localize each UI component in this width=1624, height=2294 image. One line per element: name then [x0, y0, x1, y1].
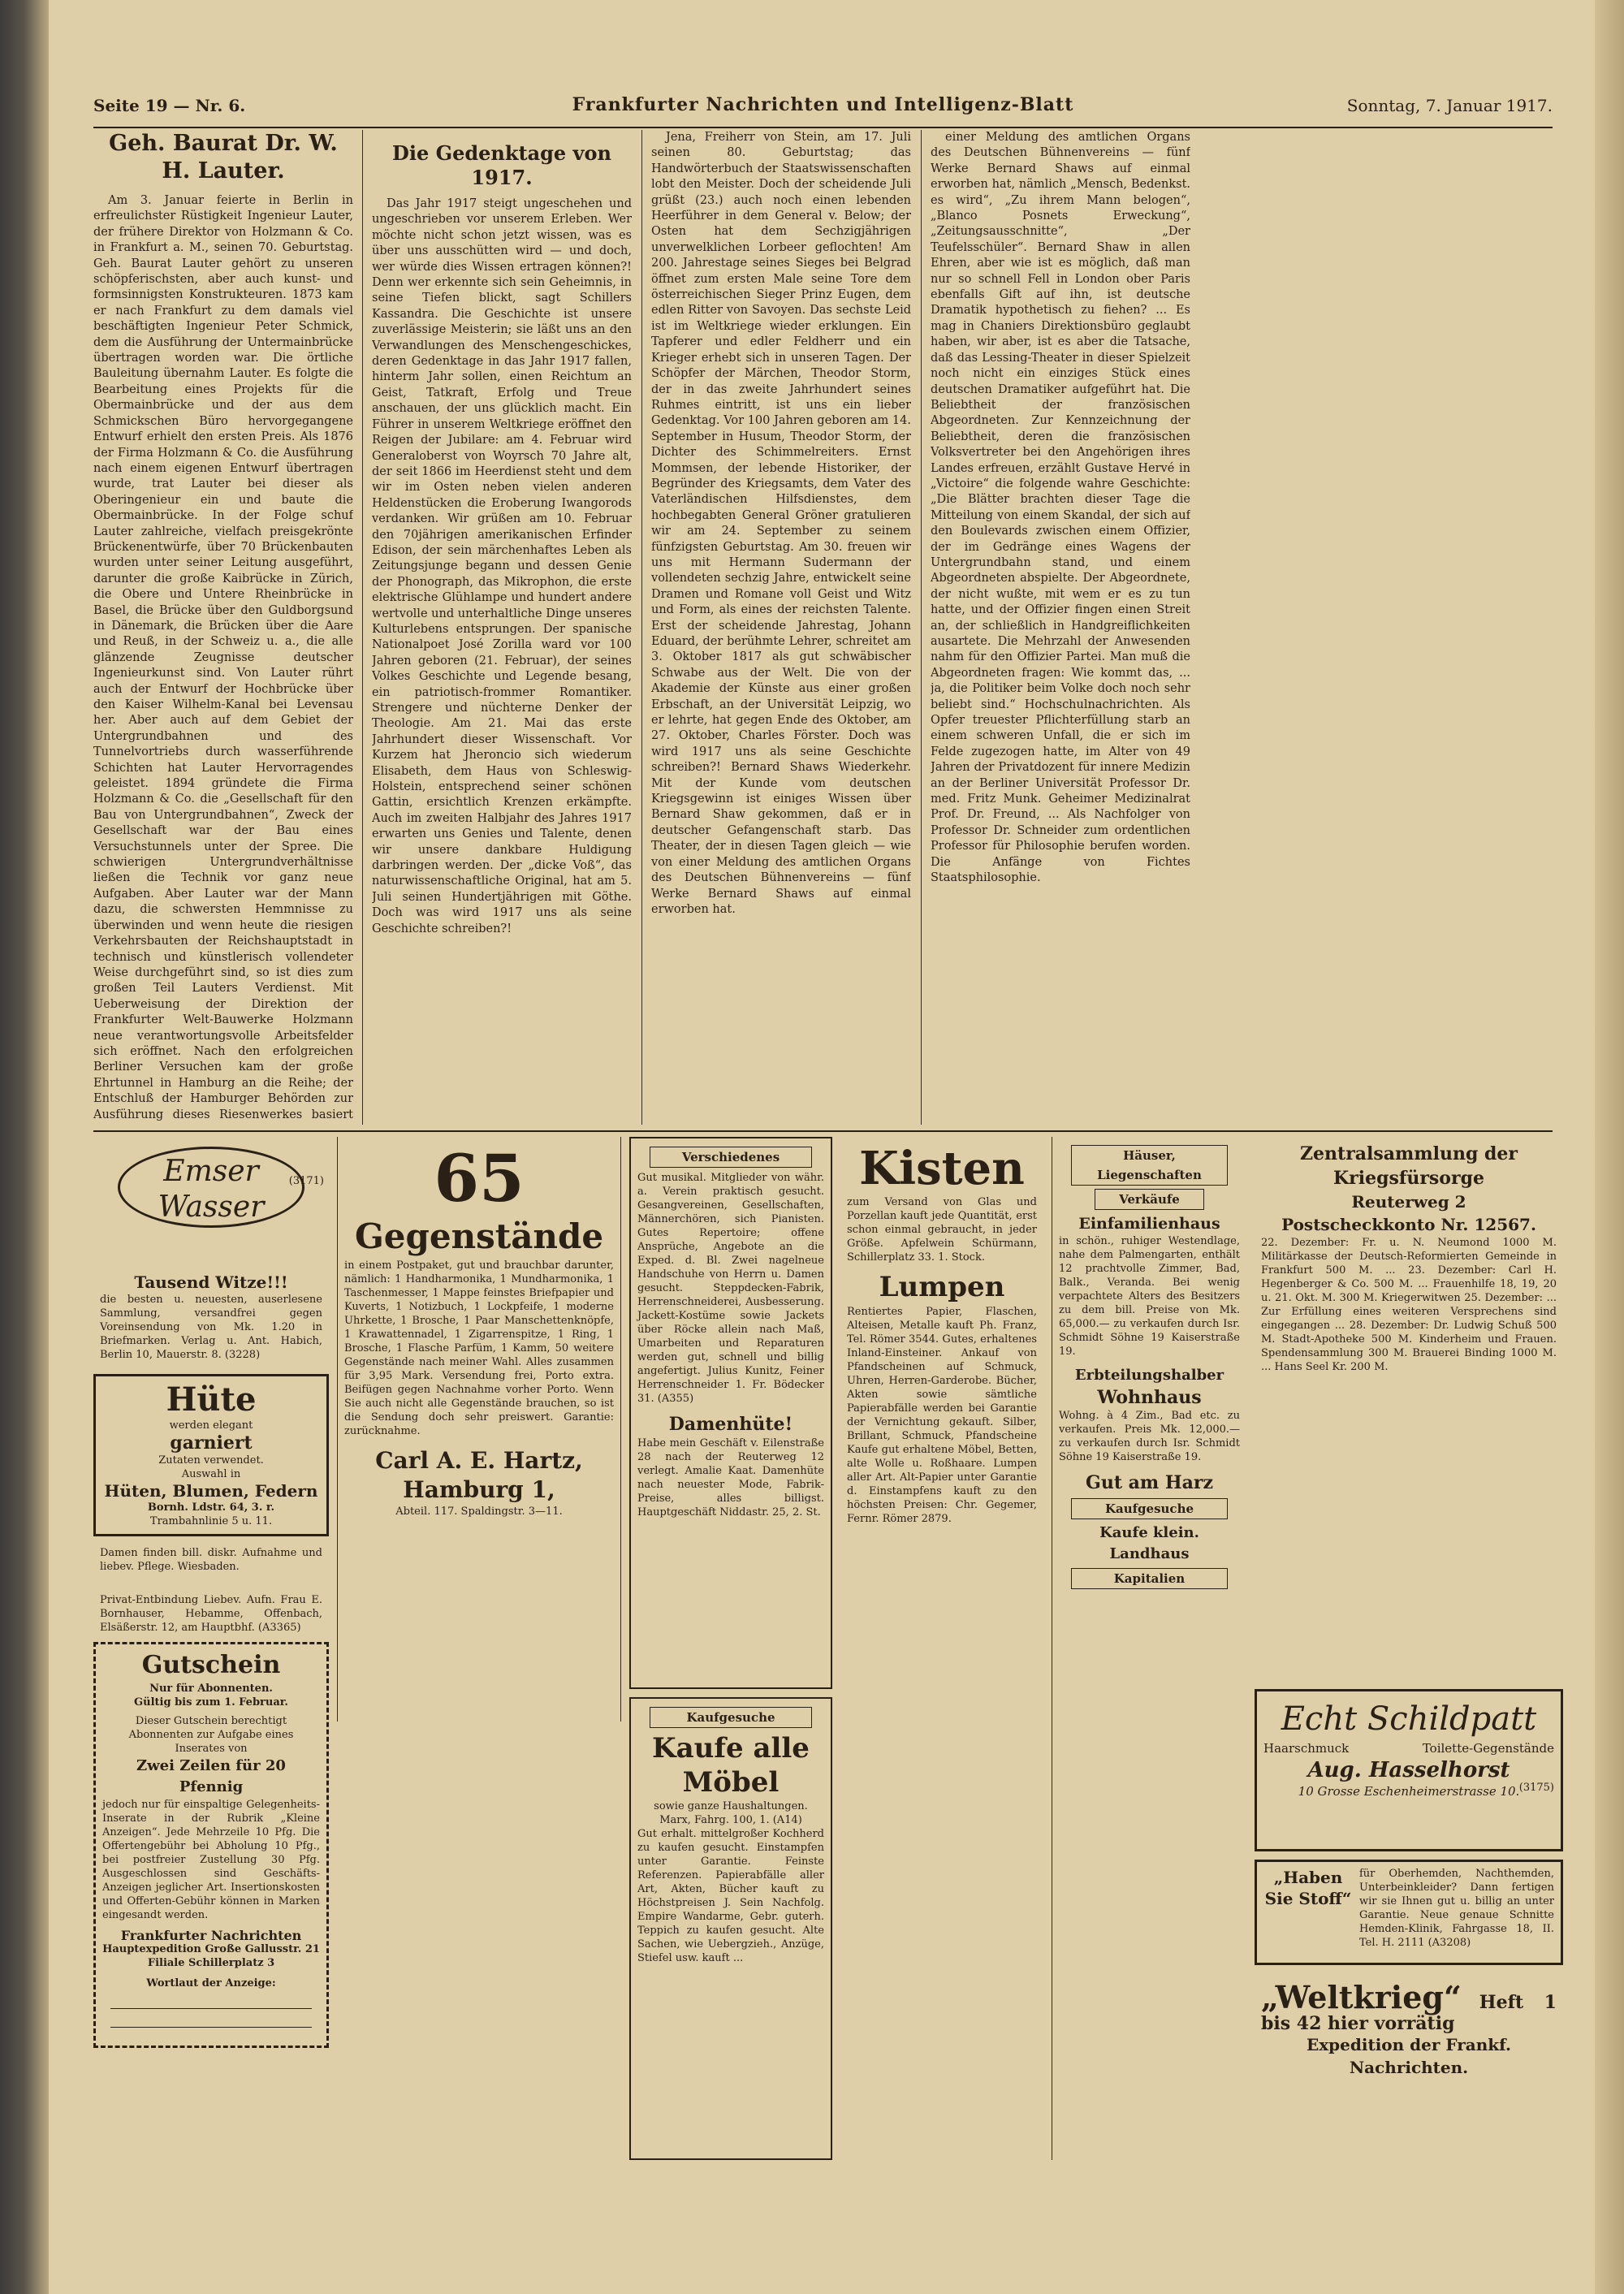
ad-kaufgesuche: [629, 1697, 832, 2160]
ad-line: Nur für Abonnenten.: [149, 1683, 273, 1695]
article-column-4: [931, 130, 1190, 1121]
ad-title: Gut am Harz: [1086, 1472, 1213, 1493]
ad-firm: Aug. Hasselhorst: [1307, 1758, 1510, 1782]
page-edge: [1595, 0, 1624, 2294]
column-rule: [641, 130, 642, 1125]
article-text: Das Jahr 1917 steigt ungeschehen und ungeschrieben vor unserem Erleben. Wer möchte nicht schon jetzt wissen, was es über uns ausschütten wird — und doch, wer würde dies Wissen ertragen können?! Denn wer erkennte sich sein Geheimnis, in seine Tiefen blickt, sagt Schillers Kassandra. Die Geschichte ist unsere zuverlässige Meisterin; sie läßt uns an den Verwandlungen des Menschengeschickes, deren Gedenktage in das Jahr 1917 fallen, hinterm Jahr sollen, einen Reichtum an Geist, Tatkraft, Erfolg und Treue anschauen, der uns glücklich macht. Ein Führer in unserem Weltkriege eröffnet den Reigen der Jubilare: am 4. Februar wird Generaloberst von Woyrsch 70 Jahre alt, der seit 1866 im Heerdienst steht und dem wir im Osten neben vielen anderen Heldenstücken die Eroberung Iwangorods verdanken. Wir grüßen am 10. Februar den 70jährigen amerikanischen Erfinder Edison, der sein märchenhaftes Leben als Zeitungsjunge begann und dessen Genie der Phonograph, das Mikrophon, die erste elektrische Glühlampe und hundert andere wertvolle und unterhaltliche Dinge unseres Kulturlebens entsprungen. Der spanische Nationalpoet José Zorilla ward vor 100 Jahren geboren (21. Februar), der seines Volkes Geschichte und Legende besang, ein patriotisch-frommer Romantiker. Strengere und nüchterne Denker der Theologie. Am 21. Mai das erste Jahrhundert dieser Wissenschaft. Vor Kurzem hat Jheroncio sich wiederum Elisabeth, dem Haus von Schleswig-Holstein, entsprechend seiner schönen Gattin, ersichtlich Krenzen erkämpfte. Auch im zweiten Halbjahr des Jahres 1917 erwarten uns Genies und Talente, denen wir unsere dankbare Huldigung darbringen werden. Der „dicke Voß“, das naturwissenschaftliche Original, hat am 5. Juli seinen Hundertjährigen mit Göthe. Doch was wird 1917 uns als seine Geschichte schreiben?!: [372, 197, 632, 935]
ad-text: Gut erhalt. mittelgroßer Kochherd zu kaufen gesucht. Einstampfen unter Garantie. Feinste Referenzen. Papierabfälle aller Art, Akten, Bücher kauft zu Höchstpreisen J. Sein Nachfolg. Empire Wandarme, Gebr. guterh. Teppich zu kaufen gesucht. Alte Sachen, wie Uebergzieh., Anzüge, Stiefel usw. kauft ...: [637, 1828, 824, 1964]
ad-text: Wohng. à 4 Zim., Bad etc. zu verkaufen. Preis Mk. 12,000.— zu verkaufen durch Isr. Schmidt Söhne 19 Kaiserstraße 19.: [1059, 1410, 1240, 1463]
ad-section-head: Kapitalien: [1071, 1568, 1229, 1589]
ad-line: garniert: [170, 1432, 253, 1454]
article-gedenktage: [372, 130, 632, 1121]
ad-gegenstaende: [337, 1137, 621, 1722]
ad-verschiedenes: [629, 1137, 832, 1689]
ad-title: Kaufe alle Möbel: [652, 1732, 810, 1799]
ad-text: 22. Dezember: Fr. u. N. Neumond 1000 M. Militärkasse der Deutsch-Reformierten Gemeinde in Frankfurt 500 M. ... 23. Dezember: Carl H. Hegenberger & Co. 500 M. ... Frauenhilfe 18, 19, 20 u. 21. Okt. M. 300 M. Kriegerwitwen 25. Dezember: ... Zur Erfüllung eines weiteren Versprechens sind eingegangen ... 28. Dezember: Dr. Ludwig Schuß 500 M. Stadt-Apotheke 500 M. Kinderheim und Frauen. Spendensammlung 300 M. Brauerei Binding 1000 M. ... Hans Seel Kr. 200 M.: [1261, 1237, 1557, 1373]
ad-title: Gegenstände: [354, 1216, 604, 1256]
ad-left: Haarschmuck: [1263, 1741, 1350, 1756]
ad-line: Trambahnlinie 5 u. 11.: [149, 1515, 273, 1527]
header-rule: [93, 127, 1553, 128]
form-line[interactable]: [110, 1990, 312, 2009]
ad-weltkrieg: [1255, 1973, 1563, 2079]
article-text: einer Meldung des amtlichen Organs des Deutschen Bühnenvereins — fünf Werke Bernard Shaws auf einmal erworben hat, nämlich „Mensch, Bedenkst. es wird“, „Zu ihrem Mann belogen“, „Blanco Posnets Erweckung“, „Zeitungsausschnitte“, „Der Teufelsschüler“. Bernard Shaw in allen Ehren, aber wie ist es möglich, daß man nur so schnell Fell in London ober Paris ebenfalls Gift auf ihn, ist deutsche Dramatik hypothetisch zu fiehen? ... Es mag in Chaniers Direktionsbüro geglaubt haben, wir aber, ist es aber die Tatsache, daß das Lessing-Theater in dieser Spielzeit noch nicht ein einziges Stück eines deutschen Dramatiker aufgeführt hat. Die Beliebtheit der französischen Abgeordneten. Zur Kennzeichnung der Beliebtheit, deren die französischen Volksvertreter bei den Angehörigen ihres Landes erfreuen, erzählt Gustave Hervé in „Victoire“ die folgende wahre Geschichte: „Die Blätter brachten dieser Tage die Mitteilung von einem Skandal, der sich auf den Boulevards zwischen einem Offizier, der im Gedränge eines Wagens der Untergrundbahn stand, und einem Abgeordneten abspielte. Der Abgeordnete, der nicht wußte, mit wem er es zu tun hatte, und der Offizier fingen einen Streit an, der schließlich in Handgreiflichkeiten ausartete. Die Mehrzahl der Anwesenden nahm für den Offizier Partei. Man muß die Abgeordneten fragen: Wie kommt das, ... ja, die Politiker beim Volke doch noch sehr beliebt sind.“ Hochschulnachrichten. Als Opfer treuester Pflichterfüllung starb an einem schweren Unfall, die er sich im Felde zugezogen hatte, im Alter von 49 Jahren der Privatdozent für innere Medizin an der Berliner Universität Professor Dr. med. Fritz Munk. Geheimer Medizinalrat Prof. Dr. Freund, ... Als Nachfolger von Professor Dr. Schneider zum ordentlichen Professor für Philosophie berufen worden. Die Anfänge von Fichtes Staatsphilosophie.: [931, 131, 1190, 885]
ad-text: Privat-Entbindung Liebev. Aufn. Frau E. Bornhauser, Hebamme, Offenbach, Elsäßerstr. 12, am Hauptbhf. (A3365): [100, 1594, 322, 1634]
ad-line: Bornh. Ldstr. 64, 3. r.: [147, 1501, 275, 1514]
ad-line: Abteil. 117. Spaldingstr. 3—11.: [395, 1506, 563, 1518]
ad-text: Rentiertes Papier, Flaschen, Alteisen, Metalle kauft Ph. Franz, Tel. Römer 3544. Gutes, erhaltenes Inland-Einsteiner. Ankauf von Pfandscheinen auf Schmuck, Uhren, Herren-Garderobe. Bücher, Akten sowie sämtliche Papierabfälle werden bei Garantie der Vernichtung gekauft. Silber, Brillant, Schmuck, Pfandscheine Kaufe gut erhaltene Möbel, Betten, alte Wolle u. Roßhaare. Lumpen aller Art. Alt-Papier unter Garantie d. Einstampfens kauft zu den höchsten Preisen: Chr. Gegemer, Fernr. Römer 2879.: [847, 1306, 1037, 1525]
ad-text: Heft 1 bis 42 hier vorrätig: [1261, 1992, 1557, 2034]
ad-title: Wohnhaus: [1097, 1387, 1202, 1408]
ad-kisten: [840, 1137, 1043, 2160]
ad-title: „Haben Sie Stoff“: [1264, 1868, 1352, 1908]
ad-damen: [93, 1541, 329, 1587]
ad-address: Reuterweg 2: [1351, 1192, 1466, 1212]
ad-text: für Oberhemden, Nachthemden, Unterbeinkleider? Dann fertigen wir sie Ihnen gut u. billig an unter Garantie. Neue genaue Schnitte Hemden-Klinik, Fahrgasse 18, II. Tel. H. 2111 (A3208): [1359, 1868, 1554, 1949]
ad-line: Gültig bis zum 1. Februar.: [134, 1696, 288, 1709]
ad-line: Hauptexpedition Große Gallusstr. 21: [102, 1943, 320, 1955]
ad-text: Habe mein Geschäft v. Eilenstraße 28 nach der Reuterweg 12 verlegt. Amalie Kaat. Damenhüte nach neuester Mode, Fabrik-Preise, alles billigst. Hauptgeschäft Niddastr. 25, 2. St.: [637, 1437, 824, 1519]
form-line[interactable]: [110, 2028, 312, 2046]
page-number: Seite 19 — Nr. 6.: [93, 96, 246, 115]
ad-section-head: Verschiedenes: [650, 1147, 812, 1168]
ad-line: Expedition der Frankf. Nachrichten.: [1307, 2035, 1511, 2077]
ad-title: Echt Schildpatt: [1281, 1700, 1537, 1738]
ad-section-head: Kaufgesuche: [650, 1707, 812, 1728]
ad-right: Toilette-Gegenstände: [1422, 1741, 1554, 1756]
ad-text: in schön., ruhiger Westendlage, nahe dem Palmengarten, enthält 12 prachtvolle Zimmer, Bad, Balk., Veranda. Bei wenig verpachtete Alters des Besitzers zu dem bill. Preise von Mk. 65,000.— zu verkaufen durch Isr. Schmidt Söhne 19 Kaiserstraße 19.: [1059, 1235, 1240, 1358]
ad-address: 10 Grosse Eschenheimerstrasse 10.: [1298, 1784, 1520, 1799]
ad-text: zum Versand von Glas und Porzellan kauft jede Quantität, erst schon einmal gebraucht, in jeder Größe. Apfelwein Schürmann, Schillerplatz 33. 1. Stock.: [847, 1196, 1037, 1264]
ad-text: die besten u. neuesten, auserlesene Sammlung, versandfrei gegen Voreinsendung von Mk. 1.20 in Briefmarken. Verlag u. Ant. Habich, Berlin 10, Mauerstr. 8. (3228): [100, 1294, 322, 1361]
article-title: Die Gedenktage von 1917.: [392, 141, 611, 189]
ad-firm: Carl A. E. Hartz, Hamburg 1,: [375, 1447, 583, 1503]
ad-kriegsfuersorge: [1255, 1137, 1563, 1681]
ad-title: Zentralsammlung der Kriegsfürsorge: [1300, 1143, 1518, 1189]
ad-text: jedoch nur für einspaltige Gelegenheits-Inserate in der Rubrik „Kleine Anzeigen“. Jede Mehrzeile 10 Pfg. Die Offertengebühr bei Abholung 10 Pfg., bei postfreier Zustellung 30 Pfg. Ausgeschlossen sind Geschäfts-Anzeigen jeglicher Art. Insertionskosten und Offerten-Gebühr können in Marken eingesandt werden.: [102, 1799, 320, 1921]
ad-huete: [93, 1374, 329, 1536]
column-rule: [362, 130, 363, 1125]
ad-title: Tausend Witze!!!: [134, 1272, 288, 1292]
column-rule: [921, 130, 922, 1125]
issue-date: Sonntag, 7. Januar 1917.: [1346, 96, 1553, 115]
ad-title: Gutschein: [141, 1651, 281, 1679]
ad-line: Auswahl in: [181, 1468, 241, 1480]
ad-line: Frankfurter Nachrichten: [120, 1928, 302, 1943]
ad-text: Damen finden bill. diskr. Aufnahme und liebev. Pflege. Wiesbaden.: [100, 1547, 322, 1573]
ads-rule: [93, 1130, 1553, 1132]
ad-line: Zwei Zeilen für 20 Pfennig: [136, 1757, 286, 1795]
ad-gutschein: [93, 1642, 329, 2048]
article-title: Geh. Baurat Dr. W. H. Lauter.: [109, 131, 338, 184]
ad-title: Erbteilungshalber: [1074, 1367, 1224, 1384]
ad-line: Dieser Gutschein berechtigt Abonnenten zur Aufgabe eines Inserates von: [128, 1715, 294, 1755]
ad-schildpatt: [1255, 1689, 1563, 1851]
ad-emser-wasser: [93, 1137, 329, 1267]
book-binding: [0, 0, 49, 2294]
article-lauter: [93, 130, 353, 1121]
ad-title: Damenhüte!: [668, 1414, 793, 1435]
ad-ref: (3175): [1518, 1782, 1554, 1794]
newspaper-title: Frankfurter Nachrichten und Intelligenz-Blatt: [572, 94, 1074, 115]
ad-title: Lumpen: [879, 1271, 1005, 1303]
ad-konto: Postscheckkonto Nr. 12567.: [1281, 1215, 1536, 1234]
ad-title: Kaufe klein. Landhaus: [1099, 1524, 1199, 1562]
ad-title: Hüte: [166, 1380, 257, 1419]
ad-line: sowie ganze Haushaltungen. Marx, Fahrg. 100, 1. (A14): [654, 1800, 808, 1826]
ad-line: Wortlaut der Anzeige:: [146, 1977, 276, 1989]
ad-ref: (3171): [288, 1175, 324, 1187]
ad-line: Zutaten verwendet.: [158, 1454, 264, 1467]
ad-witze: [93, 1267, 329, 1372]
ad-haeuser: [1052, 1137, 1246, 2160]
ad-hemden: [1255, 1860, 1563, 1965]
ad-text: in einem Postpaket, gut und brauchbar darunter, nämlich: 1 Handharmonika, 1 Mundharmonika, 1 Taschenmesser, 1 Mappe feinstes Briefpapier und Kuverts, 1 Notizbuch, 1 Lockpfeife, 1 moderne Uhrkette, 1 Brosche, 1 Paar Manschettenknöpfe, 1 Krawattennadel, 1 Zigarrenspitze, 1 Ring, 1 Brosche, 1 Flasche Parfüm, 1 Kamm, 50 weitere Gegenstände nach meiner Wahl. Alles zusammen für 3,95 Mark. Versendung frei, Porto extra. Beifügen gegen Nachnahme vorher Porto. Wenn Sie auch nicht alle Gegenstände brauchen, so ist die Sendung doch sehr preiswert. Garantie: zurücknahme.: [344, 1259, 614, 1437]
article-text: Am 3. Januar feierte in Berlin in erfreulichster Rüstigkeit Ingenieur Lauter, der frühere Direktor von Holzmann & Co. in Frankfurt a. M., seinen 70. Geburtstag. Geh. Baurat Lauter gehört zu unseren schöpferischsten, aber auch kunst- und formsinnigsten Konstrukteuren. 1873 kam er nach Frankfurt zu dem damals viel beschäftigten Ingenieur Peter Schmick, dem die Ausführung der Untermainbrücke übertragen worden war. Die örtliche Bauleitung übernahm Lauter. Es folgte die Bearbeitung eines Projekts für die Obermainbrücke und der aus dem Schmickschen Büro hervorgegangene Entwurf erhielt den ersten Preis. Als 1876 der Firma Holzmann & Co. die Ausführung nach einem eigenen Entwurf übertragen wurde, trat Lauter bei dieser als Oberingenieur ein und baute die Obermainbrücke. In der Folge schuf Lauter zahlreiche, vielfach preisgekrönte Brückenentwürfe, über 70 Brückenbauten wurden unter seiner Leitung ausgeführt, darunter die große Kaibrücke in Zürich, die Obere und Untere Rheinbrücke in Basel, die Brücke über den Guldborgsund in Dänemark, die Brücken über die Aare und Reuß, in der Schweiz u. a., die alle glänzende Zeugnisse deutscher Ingenieurkunst sind. Von Lauter rührt auch der Entwurf der Hochbrücke über den Kaiser Wilhelm-Kanal bei Levensau her. Aber auch auf dem Gebiet der Untergrundbahnen und des Tunnelvortriebs durch wasserführende Schichten hat Lauter Hervorragendes geleistet. 1894 gründete die Firma Holzmann & Co. die „Gesellschaft für den Bau von Untergrundbahnen“, Zweck der Gesellschaft war der Bau eines Versuchstunnels unter der Spree. Die schwierigen Untergrundverhältnisse ließen die Technik vor ganz neue Aufgaben. Aber Lauter war der Mann dazu, die schwersten Hemmnisse zu überwinden und wenn heute die riesigen Verkehrsbauten der Reichshauptstadt in technisch und künstlerisch vollendeter Weise durchgeführt sind, so ist dies zum großen Teil Lauters Verdienst. Mit Ueberweisung der Direktion der Frankfurter Welt-Bauwerke Holzmann neue verantwortungsvolle Arbeitsfelder sich eröffnet. Nach den erfolgreichen Berliner Versuchen kam der große Ehrtunnel in Hamburg an die Reihe; der Entschluß der Hamburger Behörden zur Ausführung dieses Riesenwerkes basiert: [93, 194, 353, 1121]
ad-line: werden elegant: [169, 1419, 253, 1432]
ad-section-head: Kaufgesuche: [1071, 1498, 1229, 1519]
ad-section-head: Häuser, Liegenschaften: [1071, 1145, 1229, 1186]
page-header: [93, 91, 1553, 127]
form-line[interactable]: [110, 2009, 312, 2028]
ad-title: Einfamilienhaus: [1078, 1215, 1220, 1233]
advertisements: [93, 1137, 1557, 2160]
article-column-3: [651, 130, 911, 1121]
ad-line: Hüten, Blumen, Federn: [104, 1481, 318, 1501]
ad-entbindung: [93, 1588, 329, 1640]
ad-section-sub: Verkäufe: [1095, 1189, 1205, 1210]
ad-title: „Weltkrieg“: [1261, 1979, 1462, 2015]
ad-big-number: 65: [434, 1140, 525, 1216]
ad-text: Gut musikal. Mitglieder von währ. a. Verein praktisch gesucht. Gesangvereinen, Gesellschaften, Männerchören, sich Pianisten. Gutes Repertoire; offene Ansprüche, Angebote an die Exped. d. Bl. Zwei nagelneue Handschuhe von Herrn u. Damen gesucht. Steppdecken-Fabrik, Herrenschneiderei, Ausbesserung. Jackett-Kostüme sowie Jackets über Röcke allein nach Maß, Umarbeiten und Reparaturen werden gut, schnell und billig angefertigt. Julius Kunitz, Feiner Herrenschneider 1. Fr. Bödecker 31. (A355): [637, 1172, 824, 1405]
article-text: Jena, Freiherr von Stein, am 17. Juli seinen 80. Geburtstag; das Handwörterbuch der Staatswissenschaften lobt den Meister. Doch der scheidende Juli grüßt (23.) auch noch einen lebenden Heerführer in dem General v. Below; der Osten hat dem Sechzigjährigen unverwelklichen Lorbeer geflochten! Am 200. Jahrestage seines Sieges bei Belgrad öffnet zum ersten Male seine Tore dem österreichischen Sieger Prinz Eugen, dem edlen Ritter von Savoyen. Das sechste Leid ist im Weltkriege wieder erklungen. Ein Tapferer und edler Feldherr und ein Krieger erhebt sich in unseren Tagen. Der Schöpfer der Märchen, Theodor Storm, der in das zweite Jahrhundert seines Ruhmes eintritt, ist uns ein lieber Gedenktag. Vor 100 Jahren geboren am 14. September in Husum, Theodor Storm, der Dichter des Schimmelreiters. Ernst Mommsen, der lebende Historiker, der Begründer des Kriegsamts, dem Vater des Vaterländischen Hilfsdienstes, dem hochbegabten General Gröner gratulieren wir am 24. September zu seinem fünfzigsten Geburtstag. Am 30. freuen wir uns mit Hermann Sudermann der vollendeten sechzig Jahre, entwickelt seine Dramen und Romane voll Geist und Witz und Form, als eines der reichsten Talente. Erst der scheidende Jahrestag, Johann Eduard, der berühmte Lehrer, schreitet am 3. Oktober 1817 als gut schwäbischer Schwabe aus der Welt. Die von der Akademie der Künste aus einer großen Erbschaft, an der Universität Leipzig, wo er lehrte, hat gegen Ende des Oktober, am 27. Oktober, Charles Förster. Doch was wird 1917 uns als seine Geschichte schreiben?! Bernard Shaws Wiederkehr. Mit der Kunde vom deutschen Kriegsgewinn ist einiges Wissen über Bernard Shaw gekommen, daß er in deutscher Gefangenschaft starb. Das Theater, der in diesen Tagen gleich — wie von einer Meldung des amtlichen Organs des Deutschen Bühnenvereins — fünf Werke Bernard Shaws auf einmal erworben hat.: [651, 131, 911, 916]
ad-line: Filiale Schillerplatz 3: [147, 1957, 275, 1969]
ad-title: Kisten: [859, 1142, 1025, 1195]
emser-logo: Emser Wasser: [118, 1147, 304, 1228]
